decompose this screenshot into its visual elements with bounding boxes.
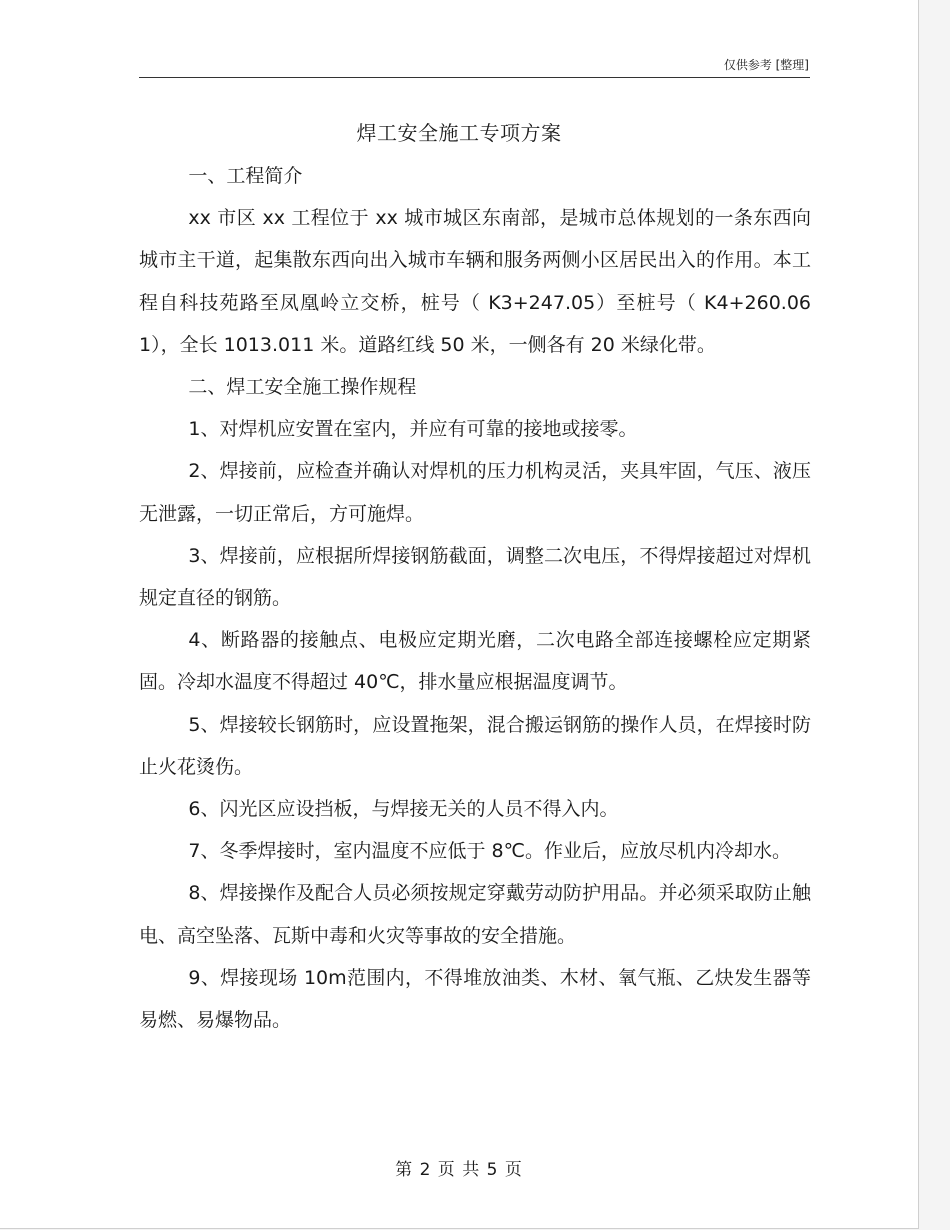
- list-item-rule-6: 6、闪光区应设挡板，与焊接无关的人员不得入内。: [188, 798, 619, 821]
- list-item-rule-2: 2、焊接前，应检查并确认对焊机的压力机构灵活，夹具牢固，气压、液压无泄露，一切正常后，方可施焊。: [139, 460, 811, 525]
- header-divider: [139, 77, 810, 78]
- list-item-rule-8: 8、焊接操作及配合人员必须按规定穿戴劳动防护用品。并必须采取防止触电、高空坠落、瓦斯中毒和火灾等事故的安全措施。: [139, 882, 811, 947]
- list-item-rule-3: 3、焊接前，应根据所焊接钢筋截面，调整二次电压，不得焊接超过对焊机规定直径的钢筋。: [139, 544, 811, 610]
- document-body: [139, 155, 811, 1041]
- header-note: 仅供参考 [整理]: [723, 58, 809, 72]
- list-item-rule-9: 9、焊接现场 10m范围内，不得堆放油类、木材、氧气瓶、乙炔发生器等易燃、易爆物品。: [139, 966, 811, 1032]
- page-number: 第 2 页 共 5 页: [395, 1160, 523, 1180]
- list-item-rule-1: 1、对焊机应安置在室内，并应有可靠的接地或接零。: [188, 418, 638, 441]
- document-title: 焊工安全施工专项方案: [356, 121, 562, 145]
- list-item-rule-7: 7、冬季焊接时，室内温度不应低于 8℃。作业后，应放尽机内冷却水。: [188, 840, 791, 863]
- list-item-rule-4: 4、断路器的接触点、电极应定期光磨，二次电路全部连接螺栓应定期紧固。冷却水温度不得超过 40℃，排水量应根据温度调节。: [139, 629, 811, 694]
- section-heading-procedures: 二、焊工安全施工操作规程: [188, 376, 417, 399]
- list-item-rule-5: 5、焊接较长钢筋时，应设置拖架，混合搬运钢筋的操作人员，在焊接时防止火花烫伤。: [139, 713, 811, 778]
- section-heading-overview: 一、工程简介: [188, 165, 303, 187]
- paragraph-project-description: xx 市区 xx 工程位于 xx 城市城区东南部，是城市总体规划的一条东西向城市主干道，起集散东西向出入城市车辆和服务两侧小区居民出入的作用。本工程自科技苑路至凤凰岭立交桥，桩号（ K3+247.05）至桩号（ K4+260.061），全长 1013.011 米。道路红线 50 米，一侧各有 20 米绿化带。: [139, 207, 811, 356]
